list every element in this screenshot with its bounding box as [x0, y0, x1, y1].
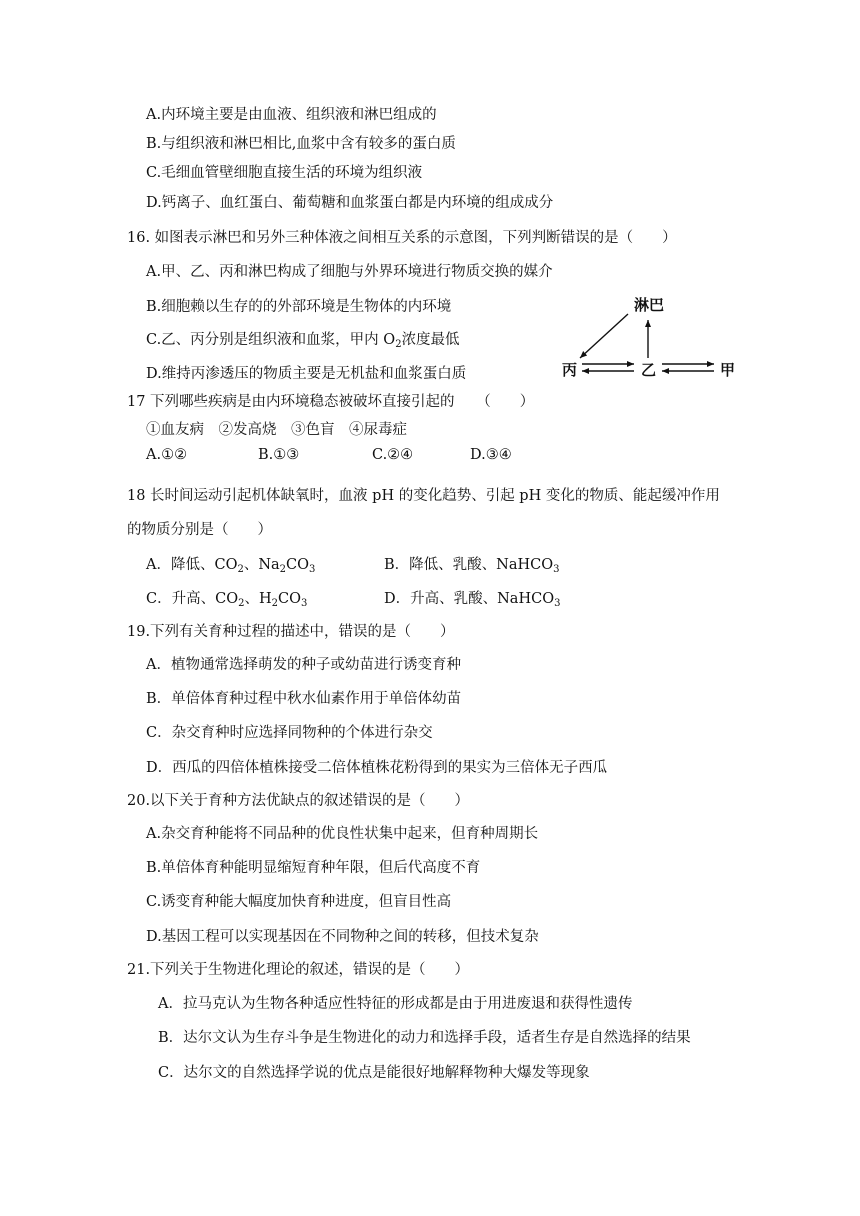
node-yi: 乙 [641, 361, 657, 379]
q21-stem: 21.下列关于生物进化理论的叙述，错误的是（ ） [127, 962, 470, 978]
q16-option-a: A.甲、乙、丙和淋巴构成了细胞与外界环境进行物质交换的媒介 [146, 264, 553, 280]
q20-option-a: A.杂交育种能将不同品种的优良性状集中起来，但育种周期长 [146, 826, 539, 842]
q19-option-d: D．西瓜的四倍体植株接受二倍体植株花粉得到的果实为三倍体无子西瓜 [146, 760, 608, 776]
q18-c-mid: 、H [244, 591, 272, 607]
q20-option-b: B.单倍体育种能明显缩短育种年限，但后代高度不育 [146, 860, 481, 876]
o2-subscript: 2 [395, 339, 402, 350]
q18-a-tail: CO [286, 557, 310, 573]
q15-option-d: D.钙离子、血红蛋白、葡萄糖和血浆蛋白都是内环境的组成成分 [146, 195, 554, 211]
q18-c-pre: C．升高、CO [146, 591, 239, 607]
q18-option-b [384, 555, 560, 575]
q18-a-pre: A．降低、CO [146, 557, 238, 573]
q15-option-b: B.与组织液和淋巴相比,血浆中含有较多的蛋白质 [146, 136, 456, 152]
q15-option-c: C.毛细血管壁细胞直接生活的环境为组织液 [146, 165, 423, 181]
co3-subscript: 3 [309, 564, 316, 575]
q21-option-a: A．拉马克认为生物各种适应性特征的形成都是由于用进废退和获得性遗传 [158, 996, 633, 1012]
q15-option-a: A.内环境主要是由血液、组织液和淋巴组成的 [146, 107, 437, 123]
node-bing: 丙 [562, 361, 578, 379]
q18-b-text: B．降低、乳酸、NaHCO [384, 557, 554, 573]
q20-option-d: D.基因工程可以实现基因在不同物种之间的转移，但技术复杂 [146, 929, 539, 945]
q16-option-d: D.维持丙渗透压的物质主要是无机盐和血浆蛋白质 [146, 366, 467, 382]
co3-subscript: 3 [300, 598, 308, 609]
q18-option-a [146, 555, 315, 575]
q16-option-c-text: C.乙、丙分别是组织液和血浆，甲内 O [146, 332, 396, 348]
q19-option-c: C．杂交育种时应选择同物种的个体进行杂交 [146, 725, 433, 741]
q17-items: ①血友病 ②发高烧 ③色盲 ④尿毒症 [146, 422, 407, 438]
q19-option-b: B．单倍体育种过程中秋水仙素作用于单倍体幼苗 [146, 691, 462, 707]
q20-option-c: C.诱变育种能大幅度加快育种进度，但盲目性高 [146, 894, 452, 910]
q16-option-b: B.细胞赖以生存的的外部环境是生物体的内环境 [146, 299, 452, 315]
q18-a-mid: 、Na [243, 557, 280, 573]
body-fluid-diagram [560, 290, 738, 385]
q16-stem: 16. 如图表示淋巴和另外三种体液之间相互关系的示意图，下列判断错误的是（ ） [127, 230, 677, 246]
q17-options [146, 447, 586, 467]
q16-option-c [146, 330, 460, 350]
q17-option-b: B.①③ [258, 447, 300, 463]
q21-option-c: C．达尔文的自然选择学说的优点是能很好地解释物种大爆发等现象 [158, 1065, 590, 1081]
nahco3-subscript: 3 [553, 564, 560, 575]
q21-option-b: B．达尔文认为生存斗争是生物进化的动力和选择手段，适者生存是自然选择的结果 [158, 1030, 691, 1046]
q17-option-a: A.①② [146, 447, 188, 463]
na2-subscript: 2 [279, 564, 287, 575]
arrow-lymph-to-bing [580, 314, 628, 358]
node-lymph: 淋巴 [634, 296, 665, 314]
h2-subscript: 2 [271, 598, 278, 609]
q18-stem-line2: 的物质分别是（ ） [127, 522, 272, 538]
q19-option-a: A．植物通常选择萌发的种子或幼苗进行诱变育种 [146, 657, 461, 673]
q18-d-text: D．升高、乳酸、NaHCO [384, 591, 555, 607]
node-jia: 甲 [720, 361, 736, 379]
q19-stem: 19.下列有关育种过程的描述中，错误的是（ ） [127, 624, 455, 640]
q17-option-c: C.②④ [372, 447, 414, 463]
q18-option-c [146, 589, 307, 609]
co2-subscript: 2 [238, 598, 245, 609]
q18-option-d [384, 589, 560, 609]
q18-stem-line1: 18 长时间运动引起机体缺氧时，血液 pH 的变化趋势、引起 pH 变化的物质、能起缓冲作用 [127, 488, 720, 504]
q16-option-c-tail: 浓度最低 [401, 332, 460, 348]
q18-c-tail: CO [277, 591, 301, 607]
q20-stem: 20.以下关于育种方法优缺点的叙述错误的是（ ） [127, 793, 470, 809]
q17-option-d: D.③④ [470, 447, 512, 463]
nahco3-subscript: 3 [554, 598, 561, 609]
co2-subscript: 2 [237, 564, 244, 575]
q17-stem: 17 下列哪些疾病是由内环境稳态被破坏直接引起的 （ ） [127, 394, 535, 410]
